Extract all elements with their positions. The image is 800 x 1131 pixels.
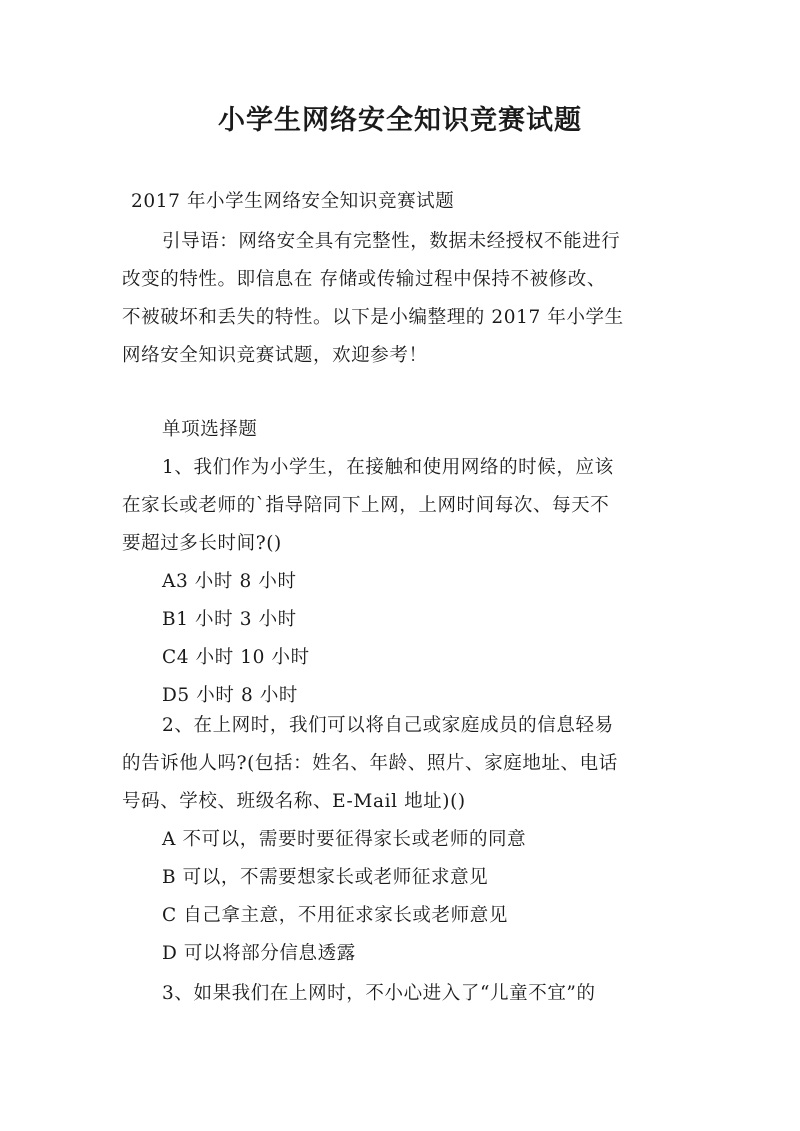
- question-line: 要超过多长时间?(): [122, 533, 282, 554]
- question-line: 1、我们作为小学生，在接触和使用网络的时候，应该: [162, 457, 614, 478]
- answer-option: B 可以，不需要想家长或老师征求意见: [162, 867, 489, 888]
- answer-option: C4 小时 10 小时: [162, 647, 310, 668]
- question-line: 在家长或老师的`指导陪同下上网，上网时间每次、每天不: [122, 495, 610, 516]
- answer-option: D5 小时 8 小时: [162, 685, 299, 706]
- intro-line: 引导语：网络安全具有完整性，数据未经授权不能进行: [162, 231, 621, 252]
- answer-option: A 不可以，需要时要征得家长或老师的同意: [162, 829, 527, 850]
- answer-option: C 自己拿主意，不用征求家长或老师意见: [162, 905, 508, 926]
- intro-line: 不被破坏和丢失的特性。以下是小编整理的 2017 年小学生: [122, 307, 624, 328]
- section-heading: 单项选择题: [162, 419, 258, 440]
- question-line: 3、如果我们在上网时，不小心进入了“儿童不宜”的: [162, 983, 596, 1004]
- question-line: 的告诉他人吗?(包括：姓名、年龄、照片、家庭地址、电话: [122, 753, 618, 774]
- document-subtitle: 2017 年小学生网络安全知识竞赛试题: [131, 191, 455, 212]
- answer-option: B1 小时 3 小时: [162, 609, 297, 630]
- question-line: 号码、学校、班级名称、E-Mail 地址)(): [122, 791, 466, 812]
- intro-line: 改变的特性。即信息在 存储或传输过程中保持不被修改、: [122, 269, 606, 290]
- answer-option: D 可以将部分信息透露: [162, 943, 356, 964]
- page-title: 小学生网络安全知识竞赛试题: [218, 105, 582, 136]
- answer-option: A3 小时 8 小时: [162, 571, 297, 592]
- question-line: 2、在上网时，我们可以将自己或家庭成员的信息轻易: [162, 715, 614, 736]
- intro-line: 网络安全知识竞赛试题，欢迎参考！: [122, 345, 428, 366]
